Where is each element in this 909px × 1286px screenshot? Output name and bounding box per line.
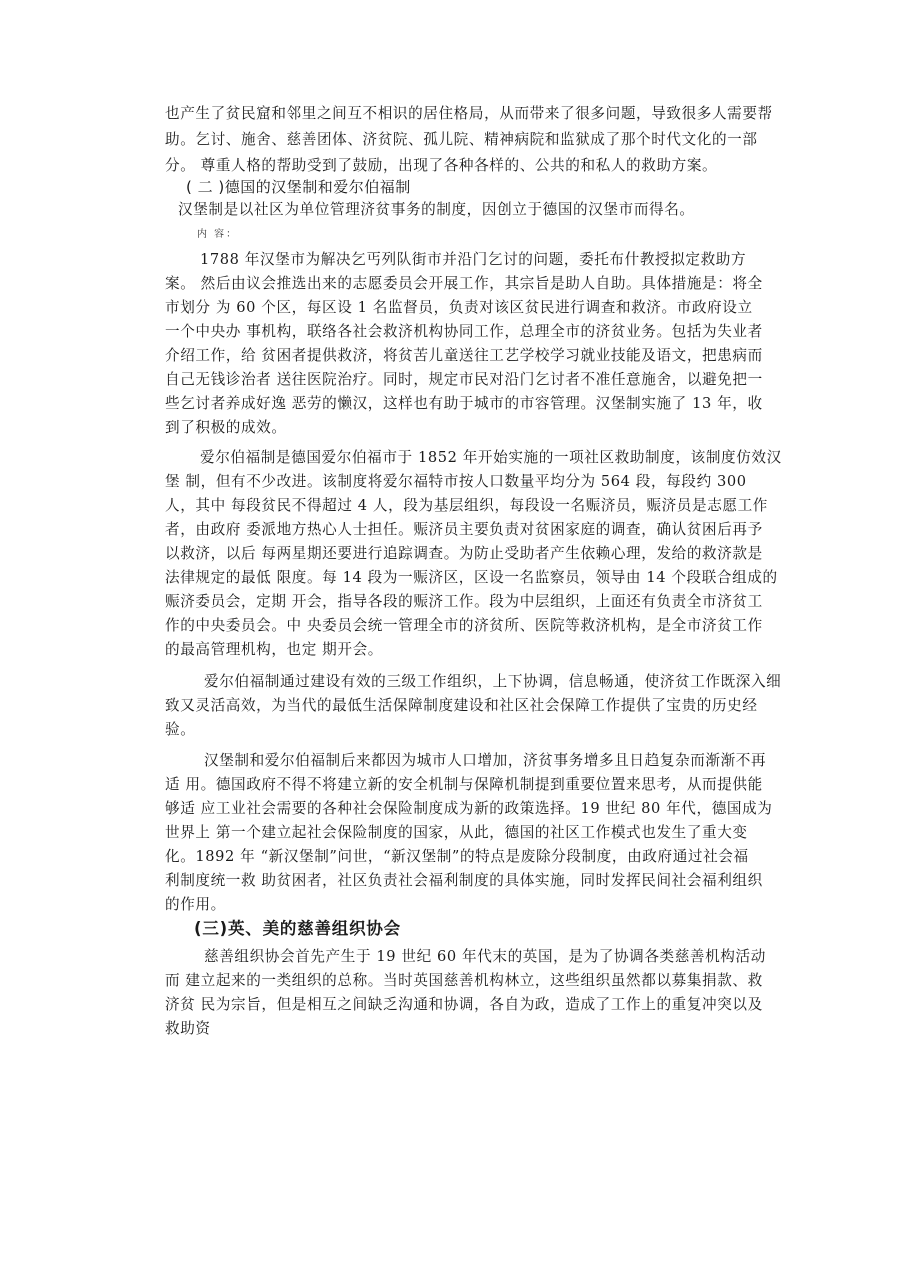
paragraph-line: 到了积极的成效。 [165,419,287,436]
section-heading: (三)英、美的慈善组织协会 [194,919,401,938]
paragraph-line: 以救济，以后 每两星期还要进行追踪调查。为防止受助者产生依赖心理，发给的救济款是 [165,545,763,562]
paragraph-line: 化。1892 年 “新汉堡制”问世，“新汉堡制”的特点是废除分段制度，由政府通过社会福 [165,848,749,865]
paragraph-line: 些乞讨者养成好逸 恶劳的懒汉，这样也有助于城市的市容管理。汉堡制实施了 13 年，收 [165,395,763,412]
paragraph-line: 助。乞讨、施舍、慈善团体、济贫院、孤儿院、精神病院和监狱成了那个时代文化的一部 [165,131,758,148]
paragraph-line: 的最高管理机构，也定 期开会。 [165,641,383,658]
paragraph-line: 致又灵活高效，为当代的最低生活保障制度建设和社区社会保障工作提供了宝贵的历史经 [165,697,758,714]
paragraph-line: 济贫 民为宗旨，但是相互之间缺乏沟通和协调，各自为政，造成了工作上的重复冲突以及 [165,996,763,1013]
paragraph-line: 世界上 第一个建立起社会保险制度的国家，从此，德国的社区工作模式也发生了重大变 [165,824,748,841]
paragraph-line: 汉堡制是以社区为单位管理济贫事务的制度，因创立于德国的汉堡市而得名。 [178,201,695,218]
paragraph-line: 者，由政府 委派地方热心人士担任。赈济员主要负责对贫困家庭的调查，确认贫困后再予 [165,521,763,538]
paragraph-line: 介绍工作，给 贫困者提供救济，将贫苦儿童送往工艺学校学习就业技能及语文，把患病而 [165,347,763,364]
paragraph-line: 而 建立起来的一类组织的总称。当时英国慈善机构林立，这些组织虽然都以募集捐款、救 [165,972,763,989]
paragraph-line: 够适 应工业社会需要的各种社会保险制度成为新的政策选择。19 世纪 80 年代，德国成为 [165,800,773,817]
paragraph-line: 汉堡制和爱尔伯福制后来都因为城市人口增加，济贫事务增多且日趋复杂而渐渐不再 [204,752,767,769]
paragraph-line: 自己无钱诊治者 送往医院治疗。同时，规定市民对沿门乞讨者不准任意施舍，以避免把一 [165,371,763,388]
paragraph-line: 作的中央委员会。中 央委员会统一管理全市的济贫所、医院等救济机构，是全市济贫工作 [165,617,763,634]
paragraph-line: 1788 年汉堡市为解决乞丐列队街市并沿门乞讨的问题，委托布什教授拟定救助方 [200,251,747,268]
paragraph-line: 人，其中 每段贫民不得超过 4 人，段为基层组织，每段设一名赈济员，赈济员是志愿工作 [165,497,768,514]
paragraph-line: 市划分 为 60 个区，每区设 1 名监督员，负责对该区贫民进行调查和救济。市政府设立 [165,299,753,316]
paragraph-line: 案。 然后由议会推选出来的志愿委员会开展工作，其宗旨是助人自助。具体措施是：将全 [165,275,763,292]
paragraph-line: 也产生了贫民窟和邻里之间互不相识的居住格局，从而带来了很多问题，导致很多人需要帮 [165,105,773,122]
content-label: 内 容： [197,229,239,240]
paragraph-line: 堡 制，但有不少改进。该制度将爱尔福特市按人口数量平均分为 564 段，每段约 300 [165,473,747,490]
paragraph-line: 验。 [165,721,196,738]
paragraph-line: 法律规定的最低 限度。每 14 段为一赈济区，区设一名监察员，领导由 14 个段联合组成的 [165,569,778,586]
paragraph-line: 适 用。德国政府不得不将建立新的安全机制与保障机制提到重要位置来思考，从而提供能 [165,776,763,793]
paragraph-line: 慈善组织协会首先产生于 19 世纪 60 年代末的英国，是为了协调各类慈善机构活动 [204,948,766,965]
paragraph-line: 爱尔伯福制通过建设有效的三级工作组织，上下协调，信息畅通，使济贫工作既深入细 [204,673,782,690]
paragraph-line: 赈济委员会，定期 开会，指导各段的赈济工作。段为中层组织，上面还有负责全市济贫工 [165,593,763,610]
paragraph-line: 一个中央办 事机构，联络各社会救济机构协同工作，总理全市的济贫业务。包括为失业者 [165,323,763,340]
paragraph-line: 分。 尊重人格的帮助受到了鼓励，出现了各种各样的、公共的和私人的救助方案。 [165,157,718,174]
paragraph-line: 的作用。 [165,896,226,913]
paragraph-line: 救助资 [165,1020,211,1037]
paragraph-line: 爱尔伯福制是德国爱尔伯福市于 1852 年开始实施的一项社区救助制度，该制度仿效汉 [200,449,782,466]
paragraph-line: 利制度统一救 助贫困者，社区负责社会福利制度的具体实施，同时发挥民间社会福利组织 [165,872,763,889]
section-heading: ( 二 )德国的汉堡制和爱尔伯福制 [186,178,411,196]
